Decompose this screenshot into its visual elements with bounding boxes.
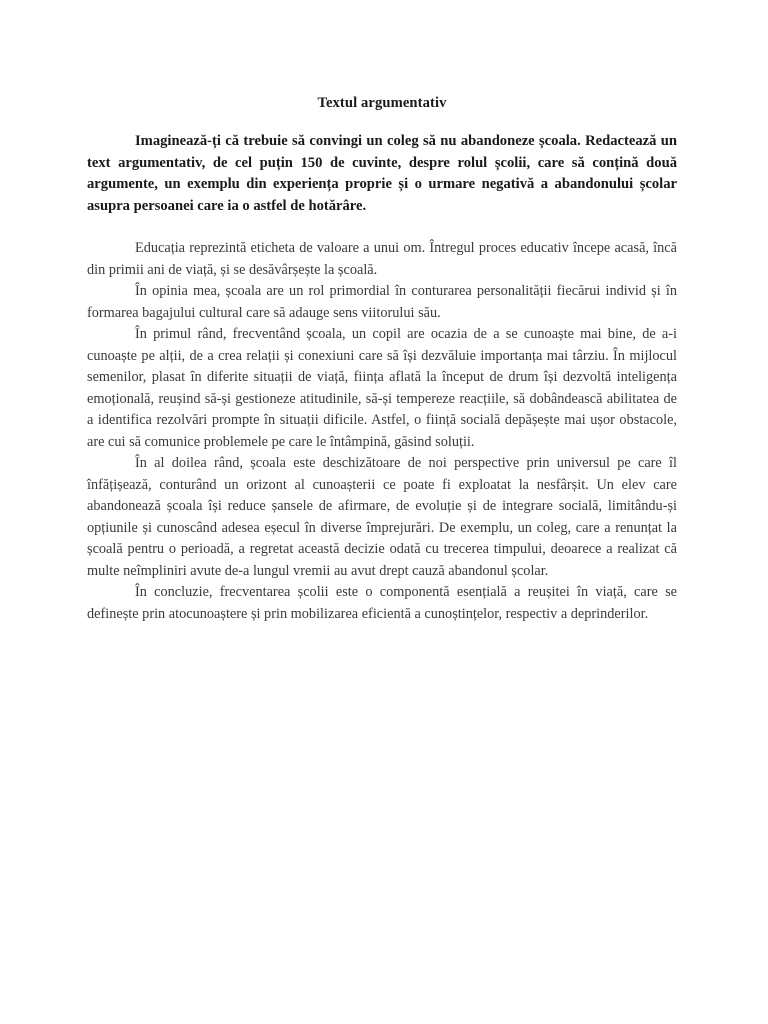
- essay-paragraph-3: În primul rând, frecventând școala, un copil are ocazia de a se cunoaște mai bine, de a-i cunoaște pe alții, de a crea relații și conexiuni care să își dezvăluie importanța mai târziu. În mijlocul semenilor, plasat în diferite situații de viață, ființa aflată la început de drum își dezvoltă inteligența emoțională, reușind să-și gestioneze atitudinile, să-și tempereze reacțiile, să dobândească abilitatea de a identifica rezolvări prompte în situații dificile. Astfel, o ființă socială depășește mai ușor obstacole, are cui să comunice problemele pe care le întâmpină, găsind soluții.: [87, 326, 677, 450]
- document-title: Textul argumentativ: [317, 95, 447, 111]
- essay-paragraph-1: Educația reprezintă eticheta de valoare a unui om. Întregul proces educativ începe acasă, încă din primii ani de viață, și se desăvârșește la școală.: [87, 240, 677, 278]
- task-prompt: Imaginează-ți că trebuie să convingi un coleg să nu abandoneze școala. Redactează un text argumentativ, de cel puțin 150 de cuvinte, despre rolul școlii, care să conțină două argumente, un exemplu din experiența proprie și o urmare negativă a abandonului școlar asupra persoanei care ia o astfel de hotărâre.: [87, 133, 677, 214]
- essay-paragraph-5: În concluzie, frecventarea școlii este o componentă esențială a reușitei în viață, care se definește prin atocunoaștere și prin mobilizarea eficientă a cunoștințelor, respectiv a deprinderilor.: [87, 584, 677, 622]
- document-content: [87, 93, 677, 625]
- essay-body: [87, 238, 677, 625]
- essay-paragraph-2: În opinia mea, școala are un rol primordial în conturarea personalității fiecărui individ și în formarea bagajului cultural care să adauge sens viitorului său.: [87, 283, 677, 321]
- essay-paragraph-4: În al doilea rând, școala este deschizătoare de noi perspective prin universul pe care îl înfățișează, conturând un orizont al cunoașterii ce poate fi exploatat la nesfârșit. Un elev care abandonează școala își reduce șansele de afirmare, de evoluție și de integrare socială, limitându-și opțiunile și cunoscând adesea eșecul în diverse împrejurări. De exemplu, un coleg, care a renunțat la școală pentru o perioadă, a regretat această decizie odată cu trecerea timpului, deoarece a realizat că multe neîmpliniri avute de-a lungul vremii au avut drept cauză abandonul școlar.: [87, 455, 677, 579]
